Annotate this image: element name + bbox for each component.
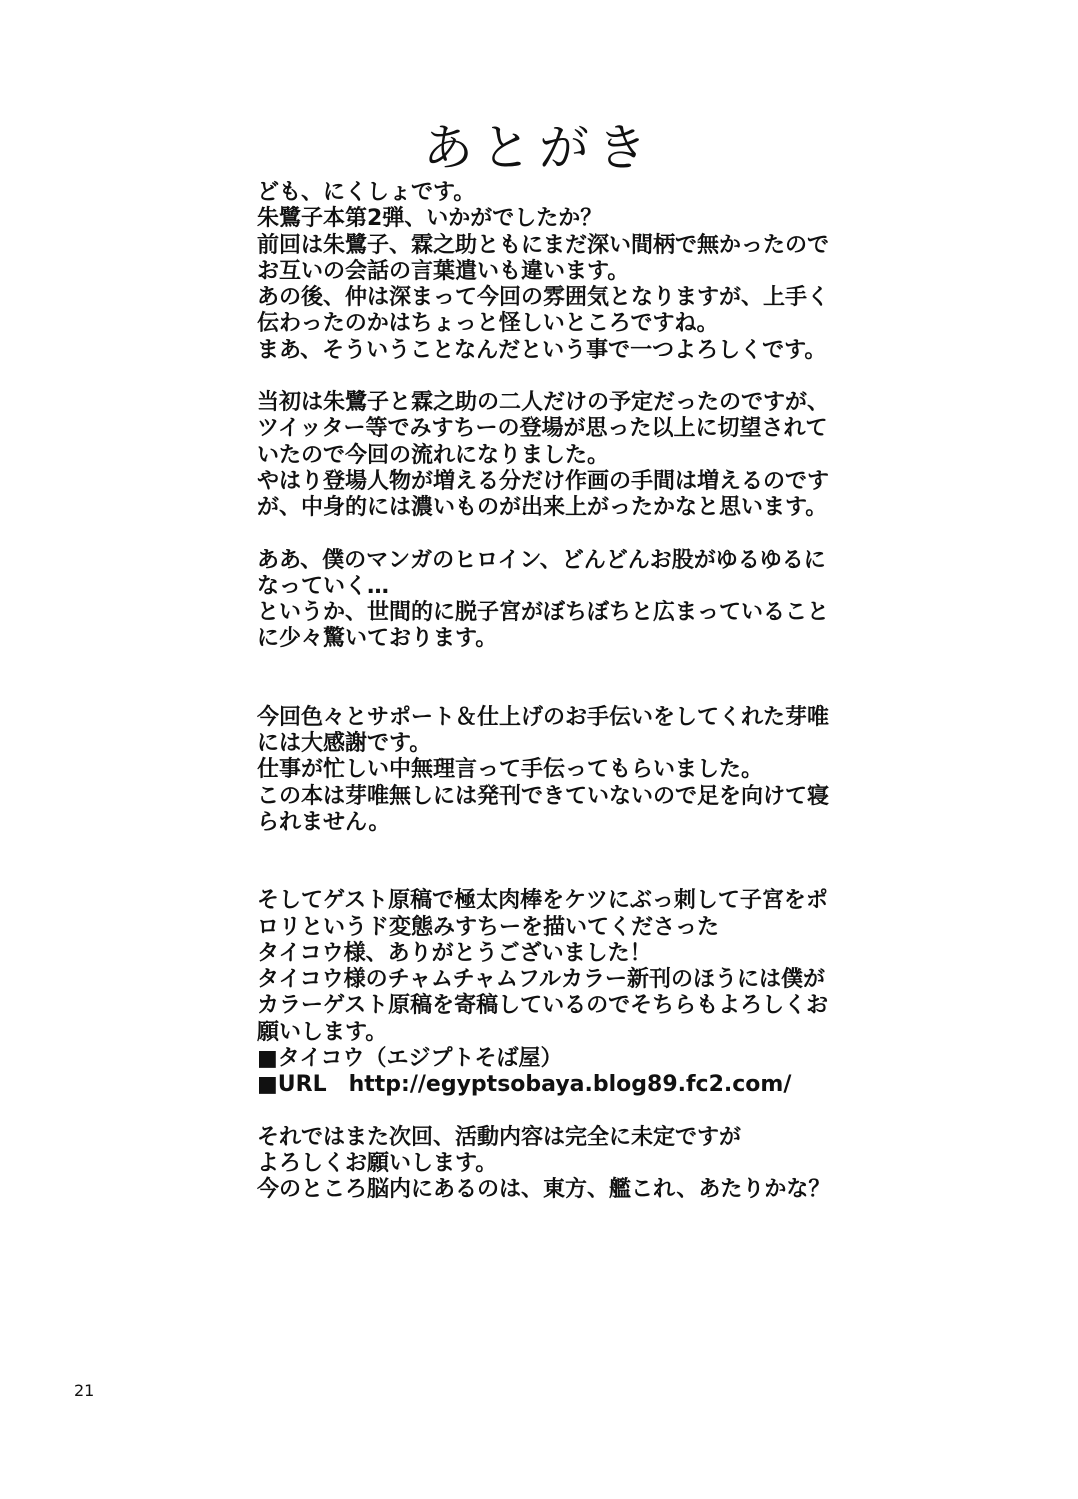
text-line: ども、にくしょです。 (257, 180, 476, 205)
text-line: には大感謝です。 (257, 731, 432, 757)
text-line: ツイッター等でみすちーの登場が思った以上に切望されて (257, 416, 828, 442)
text-line: この本は芽唯無しには発刊できていないので足を向けて寝 (257, 783, 830, 809)
paragraph-closing (257, 1125, 857, 1204)
paragraph-spacer (257, 836, 857, 888)
text-line: に少々驚いております。 (257, 626, 498, 652)
text-line: 仕事が忙しい中無理言って手伝ってもらいました。 (257, 757, 764, 783)
text-line: それではまた次回、活動内容は完全に未定ですが (257, 1124, 742, 1150)
text-line: ロリというド変態みすちーを描いてくださった (257, 914, 720, 940)
paragraph-greeting (257, 180, 857, 364)
text-line: 今回色々とサポート＆仕上げのお手伝いをしてくれた芽唯 (257, 704, 830, 730)
paragraph-spacer (257, 522, 857, 548)
text-line: よろしくお願いします。 (257, 1150, 498, 1176)
text-line: タイコウ様のチャムチャムフルカラー新刊のほうには僕が (257, 967, 826, 993)
text-line: あの後、仲は深まって今回の雰囲気となりますが、上手く (257, 285, 830, 311)
page-number: 21 (74, 1381, 95, 1400)
text-line: ああ、僕のマンガのヒロイン、どんどんお股がゆるゆるに (257, 547, 826, 573)
text-line: 当初は朱鷺子と霖之助の二人だけの予定だったのですが、 (257, 390, 830, 416)
paragraph-heroine (257, 548, 857, 653)
text-line: 願いします。 (257, 1019, 388, 1045)
text-line: カラーゲスト原稿を寄稿しているのでそちらもよろしくお (257, 993, 829, 1019)
text-line: が、中身的には濃いものが出来上がったかなと思います。 (257, 495, 828, 521)
text-line: 前回は朱鷺子、霖之助ともにまだ深い間柄で無かったので (257, 232, 830, 258)
text-line: なっていく… (257, 573, 390, 599)
paragraph-thanks-guest (257, 888, 857, 1098)
paragraph-spacer (257, 364, 857, 390)
text-line: というか、世間的に脱子宮がぼちぼちと広まっていること (257, 600, 830, 626)
afterword-title: あとがき (423, 119, 655, 177)
text-line: そしてゲスト原稿で極太肉棒をケツにぶっ刺して子宮をポ (257, 888, 828, 914)
paragraph-plan (257, 390, 857, 521)
text-line: お互いの会話の言葉遣いも違います。 (257, 258, 630, 284)
text-line: 今のところ脳内にあるのは、東方、艦これ、あたりかな？ (257, 1177, 831, 1203)
afterword-body (257, 180, 857, 1204)
paragraph-spacer (257, 1099, 857, 1125)
paragraph-spacer (257, 653, 857, 705)
text-line: やはり登場人物が増える分だけ作画の手間は増えるのです (257, 468, 830, 494)
text-line: いたので今回の流れになりました。 (257, 442, 610, 468)
paragraph-thanks-assistant (257, 705, 857, 836)
guest-circle-name: ■タイコウ（エジプトそば屋） (257, 1046, 563, 1072)
text-line: 朱鷺子本第2弾、いかがでしたか？ (257, 206, 603, 232)
guest-url: ■URL http://egyptsobaya.blog89.fc2.com/ (257, 1072, 792, 1098)
text-line: 伝わったのかはちょっと怪しいところですね。 (257, 311, 719, 337)
text-line: タイコウ様、ありがとうございました！ (257, 940, 652, 966)
text-line: られません。 (257, 809, 391, 835)
text-line: まあ、そういうことなんだという事で一つよろしくです。 (257, 337, 827, 363)
